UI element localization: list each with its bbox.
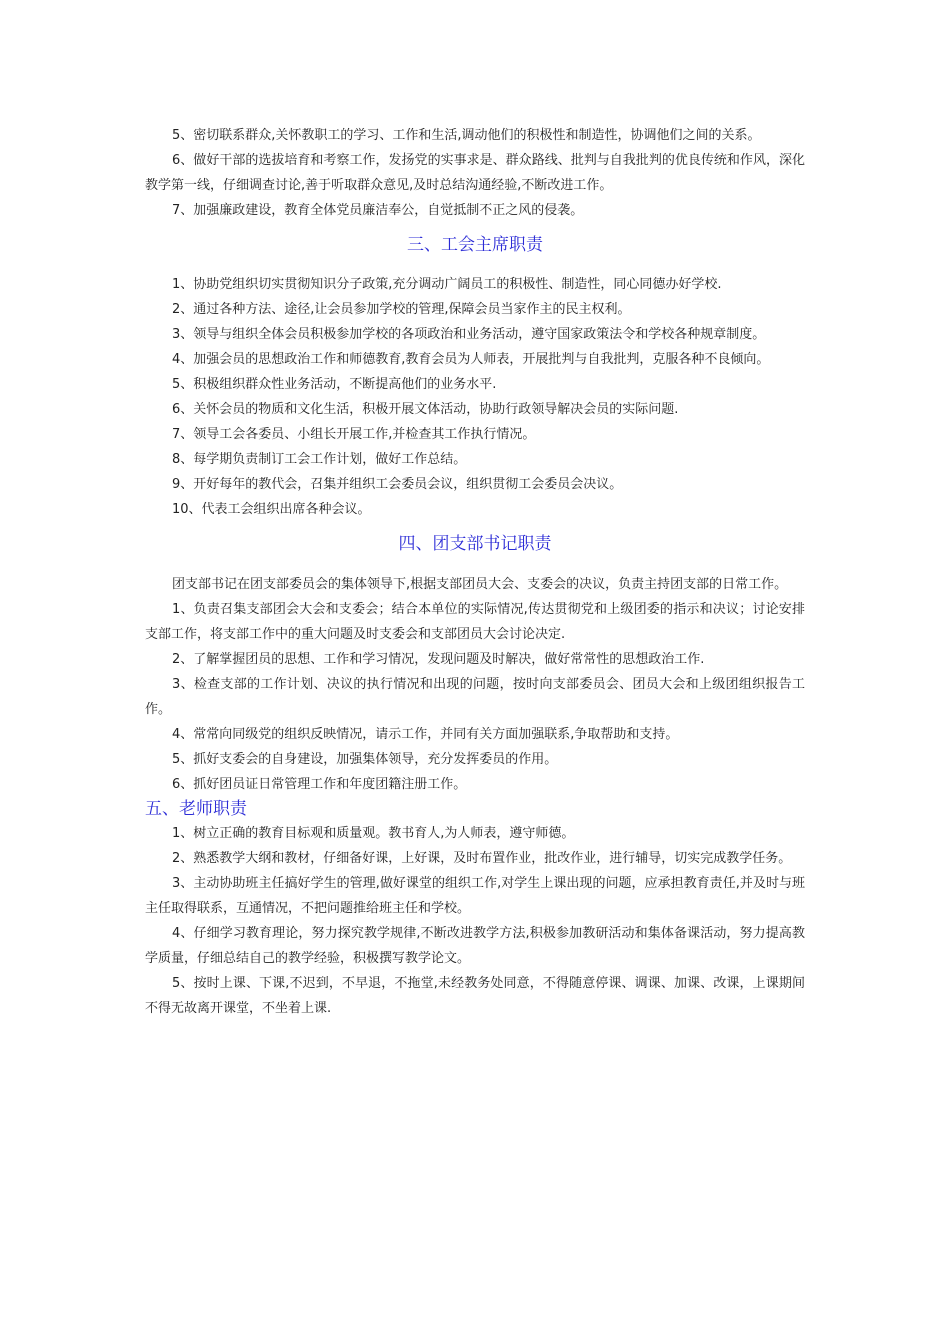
paragraph: 团支部书记在团支部委员会的集体领导下,根据支部团员大会、支委会的决议，负责主持团支部的日常工作。 (172, 577, 788, 592)
paragraph: 1、树立正确的教育目标观和质量观。教书育人,为人师表，遵守师德。 (172, 826, 575, 841)
paragraph: 6、抓好团员证日常管理工作和年度团籍注册工作。 (172, 777, 467, 792)
paragraph: 4、常常向同级党的组织反映情况，请示工作，并同有关方面加强联系,争取帮助和支持。 (172, 727, 679, 742)
paragraph: 7、领导工会各委员、小组长开展工作,并检查其工作执行情况。 (172, 427, 536, 442)
section-heading-union-chair: 三、工会主席职责 (407, 235, 543, 255)
paragraph: 6、关怀会员的物质和文化生活，积极开展文体活动，协助行政领导解决会员的实际问题. (172, 402, 679, 417)
paragraph: 4、加强会员的思想政治工作和师德教育,教育会员为人师表，开展批判与自我批判，克服各种不良倾向。 (172, 352, 770, 367)
paragraph: 5、积极组织群众性业务活动，不断提高他们的业务水平. (172, 377, 497, 392)
document-body (145, 123, 805, 1021)
paragraph: 2、熟悉教学大纲和教材，仔细备好课，上好课，及时布置作业，批改作业，进行辅导，切实完成教学任务。 (172, 851, 792, 866)
paragraph: 7、加强廉政建设，教育全体党员廉洁奉公，自觉抵制不正之风的侵袭。 (172, 203, 584, 218)
paragraph: 1、负责召集支部团会大会和支委会；结合本单位的实际情况,传达贯彻党和上级团委的指示和决议；讨论安排支部工作，将支部工作中的重大问题及时支委会和支部团员大会讨论决定. (145, 602, 805, 642)
paragraph: 3、领导与组织全体会员积极参加学校的各项政治和业务活动，遵守国家政策法令和学校各种规章制度。 (172, 327, 766, 342)
paragraph: 5、密切联系群众,关怀教职工的学习、工作和生活,调动他们的积极性和制造性，协调他们之间的关系。 (172, 128, 761, 143)
paragraph: 6、做好干部的选拔培育和考察工作，发扬党的实事求是、群众路线、批判与自我批判的优良传统和作风，深化教学第一线，仔细调查讨论,善于听取群众意见,及时总结沟通经验,不断改进工作。 (145, 153, 805, 193)
paragraph: 2、了解掌握团员的思想、工作和学习情况，发现问题及时解决，做好常常性的思想政治工作. (172, 652, 705, 667)
paragraph: 10、代表工会组织出席各种会议。 (172, 502, 371, 517)
paragraph: 3、主动协助班主任搞好学生的管理,做好课堂的组织工作,对学生上课出现的问题，应承担教育责任,并及时与班主任取得联系，互通情况，不把问题推给班主任和学校。 (145, 876, 805, 916)
paragraph: 2、通过各种方法、途径,让会员参加学校的管理,保障会员当家作主的民主权利。 (172, 302, 631, 317)
section-heading-league-secretary: 四、团支部书记职责 (398, 534, 552, 554)
paragraph: 8、每学期负责制订工会工作计划，做好工作总结。 (172, 452, 467, 467)
paragraph: 5、抓好支委会的自身建设，加强集体领导，充分发挥委员的作用。 (172, 752, 558, 767)
paragraph: 1、协助党组织切实贯彻知识分子政策,充分调动广阔员工的积极性、制造性，同心同德办好学校. (172, 277, 722, 292)
paragraph: 4、仔细学习教育理论，努力探究教学规律,不断改进教学方法,积极参加教研活动和集体备课活动，努力提高教学质量，仔细总结自己的教学经验，积极撰写教学论文。 (145, 926, 805, 966)
paragraph: 3、检查支部的工作计划、决议的执行情况和出现的问题，按时向支部委员会、团员大会和上级团组织报告工作。 (145, 677, 805, 717)
paragraph: 5、按时上课、下课,不迟到，不早退，不拖堂,未经教务处同意，不得随意停课、调课、加课、改课，上课期间不得无故离开课堂，不坐着上课. (145, 976, 805, 1016)
section-heading-teacher: 五、老师职责 (145, 799, 247, 819)
paragraph: 9、开好每年的教代会，召集并组织工会委员会议，组织贯彻工会委员会决议。 (172, 477, 623, 492)
